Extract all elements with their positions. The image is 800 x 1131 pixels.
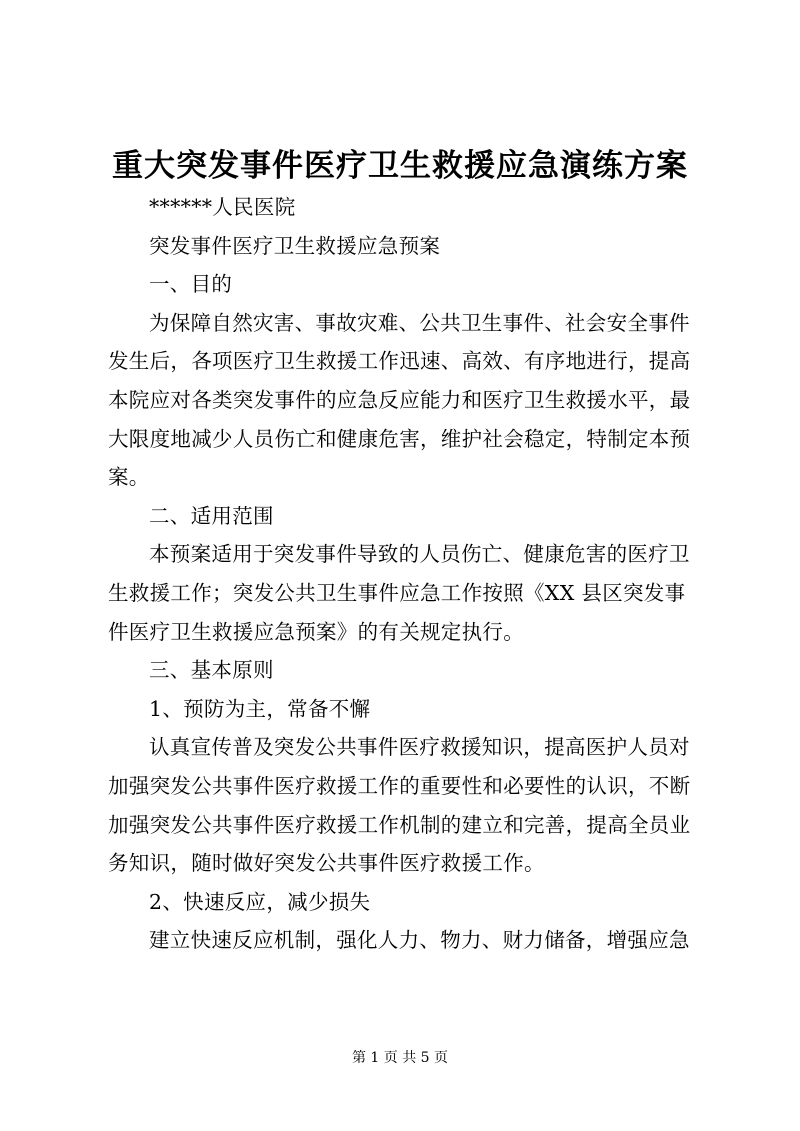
paragraph-line: 件医疗卫生救援应急预案》的有关规定执行。 <box>108 619 524 644</box>
paragraph-line: 突发事件医疗卫生救援应急预案 <box>149 233 441 258</box>
paragraph-line: 生救援工作；突发公共卫生事件应急工作按照《XX 县区突发事 <box>108 580 686 605</box>
document-title: 重大突发事件医疗卫生救援应急演练方案 <box>112 148 688 184</box>
paragraph-line: 发生后，各项医疗卫生救援工作迅速、高效、有序地进行，提高 <box>108 349 691 374</box>
paragraph-line: ******人民医院 <box>149 195 296 219</box>
section-heading: 三、基本原则 <box>149 658 274 683</box>
subsection-heading: 1、预防为主，常备不懈 <box>149 696 371 721</box>
paragraph-line: 本预案适用于突发事件导致的人员伤亡、健康危害的医疗卫 <box>149 542 690 567</box>
paragraph-line: 认真宣传普及突发公共事件医疗救援知识，提高医护人员对 <box>149 735 690 760</box>
paragraph-line: 务知识，随时做好突发公共事件医疗救援工作。 <box>108 851 545 876</box>
subsection-heading: 2、快速反应，减少损失 <box>149 889 371 914</box>
paragraph-line: 加强突发公共事件医疗救援工作的重要性和必要性的认识，不断 <box>108 773 691 798</box>
paragraph-line: 大限度地减少人员伤亡和健康危害，维护社会稳定，特制定本预 <box>108 426 691 451</box>
section-heading: 二、适用范围 <box>149 503 274 528</box>
paragraph-line: 本院应对各类突发事件的应急反应能力和医疗卫生救援水平，最 <box>108 387 691 412</box>
page-number-footer: 第 1 页 共 5 页 <box>351 1050 449 1066</box>
paragraph-line: 案。 <box>108 465 150 490</box>
paragraph-line: 为保障自然灾害、事故灾难、公共卫生事件、社会安全事件 <box>149 310 690 335</box>
document-body <box>108 188 702 960</box>
section-heading: 一、目的 <box>149 272 233 297</box>
paragraph-line: 建立快速反应机制，强化人力、物力、财力储备，增强应急 <box>149 928 690 953</box>
paragraph-line: 加强突发公共事件医疗救援工作机制的建立和完善，提高全员业 <box>108 812 691 837</box>
